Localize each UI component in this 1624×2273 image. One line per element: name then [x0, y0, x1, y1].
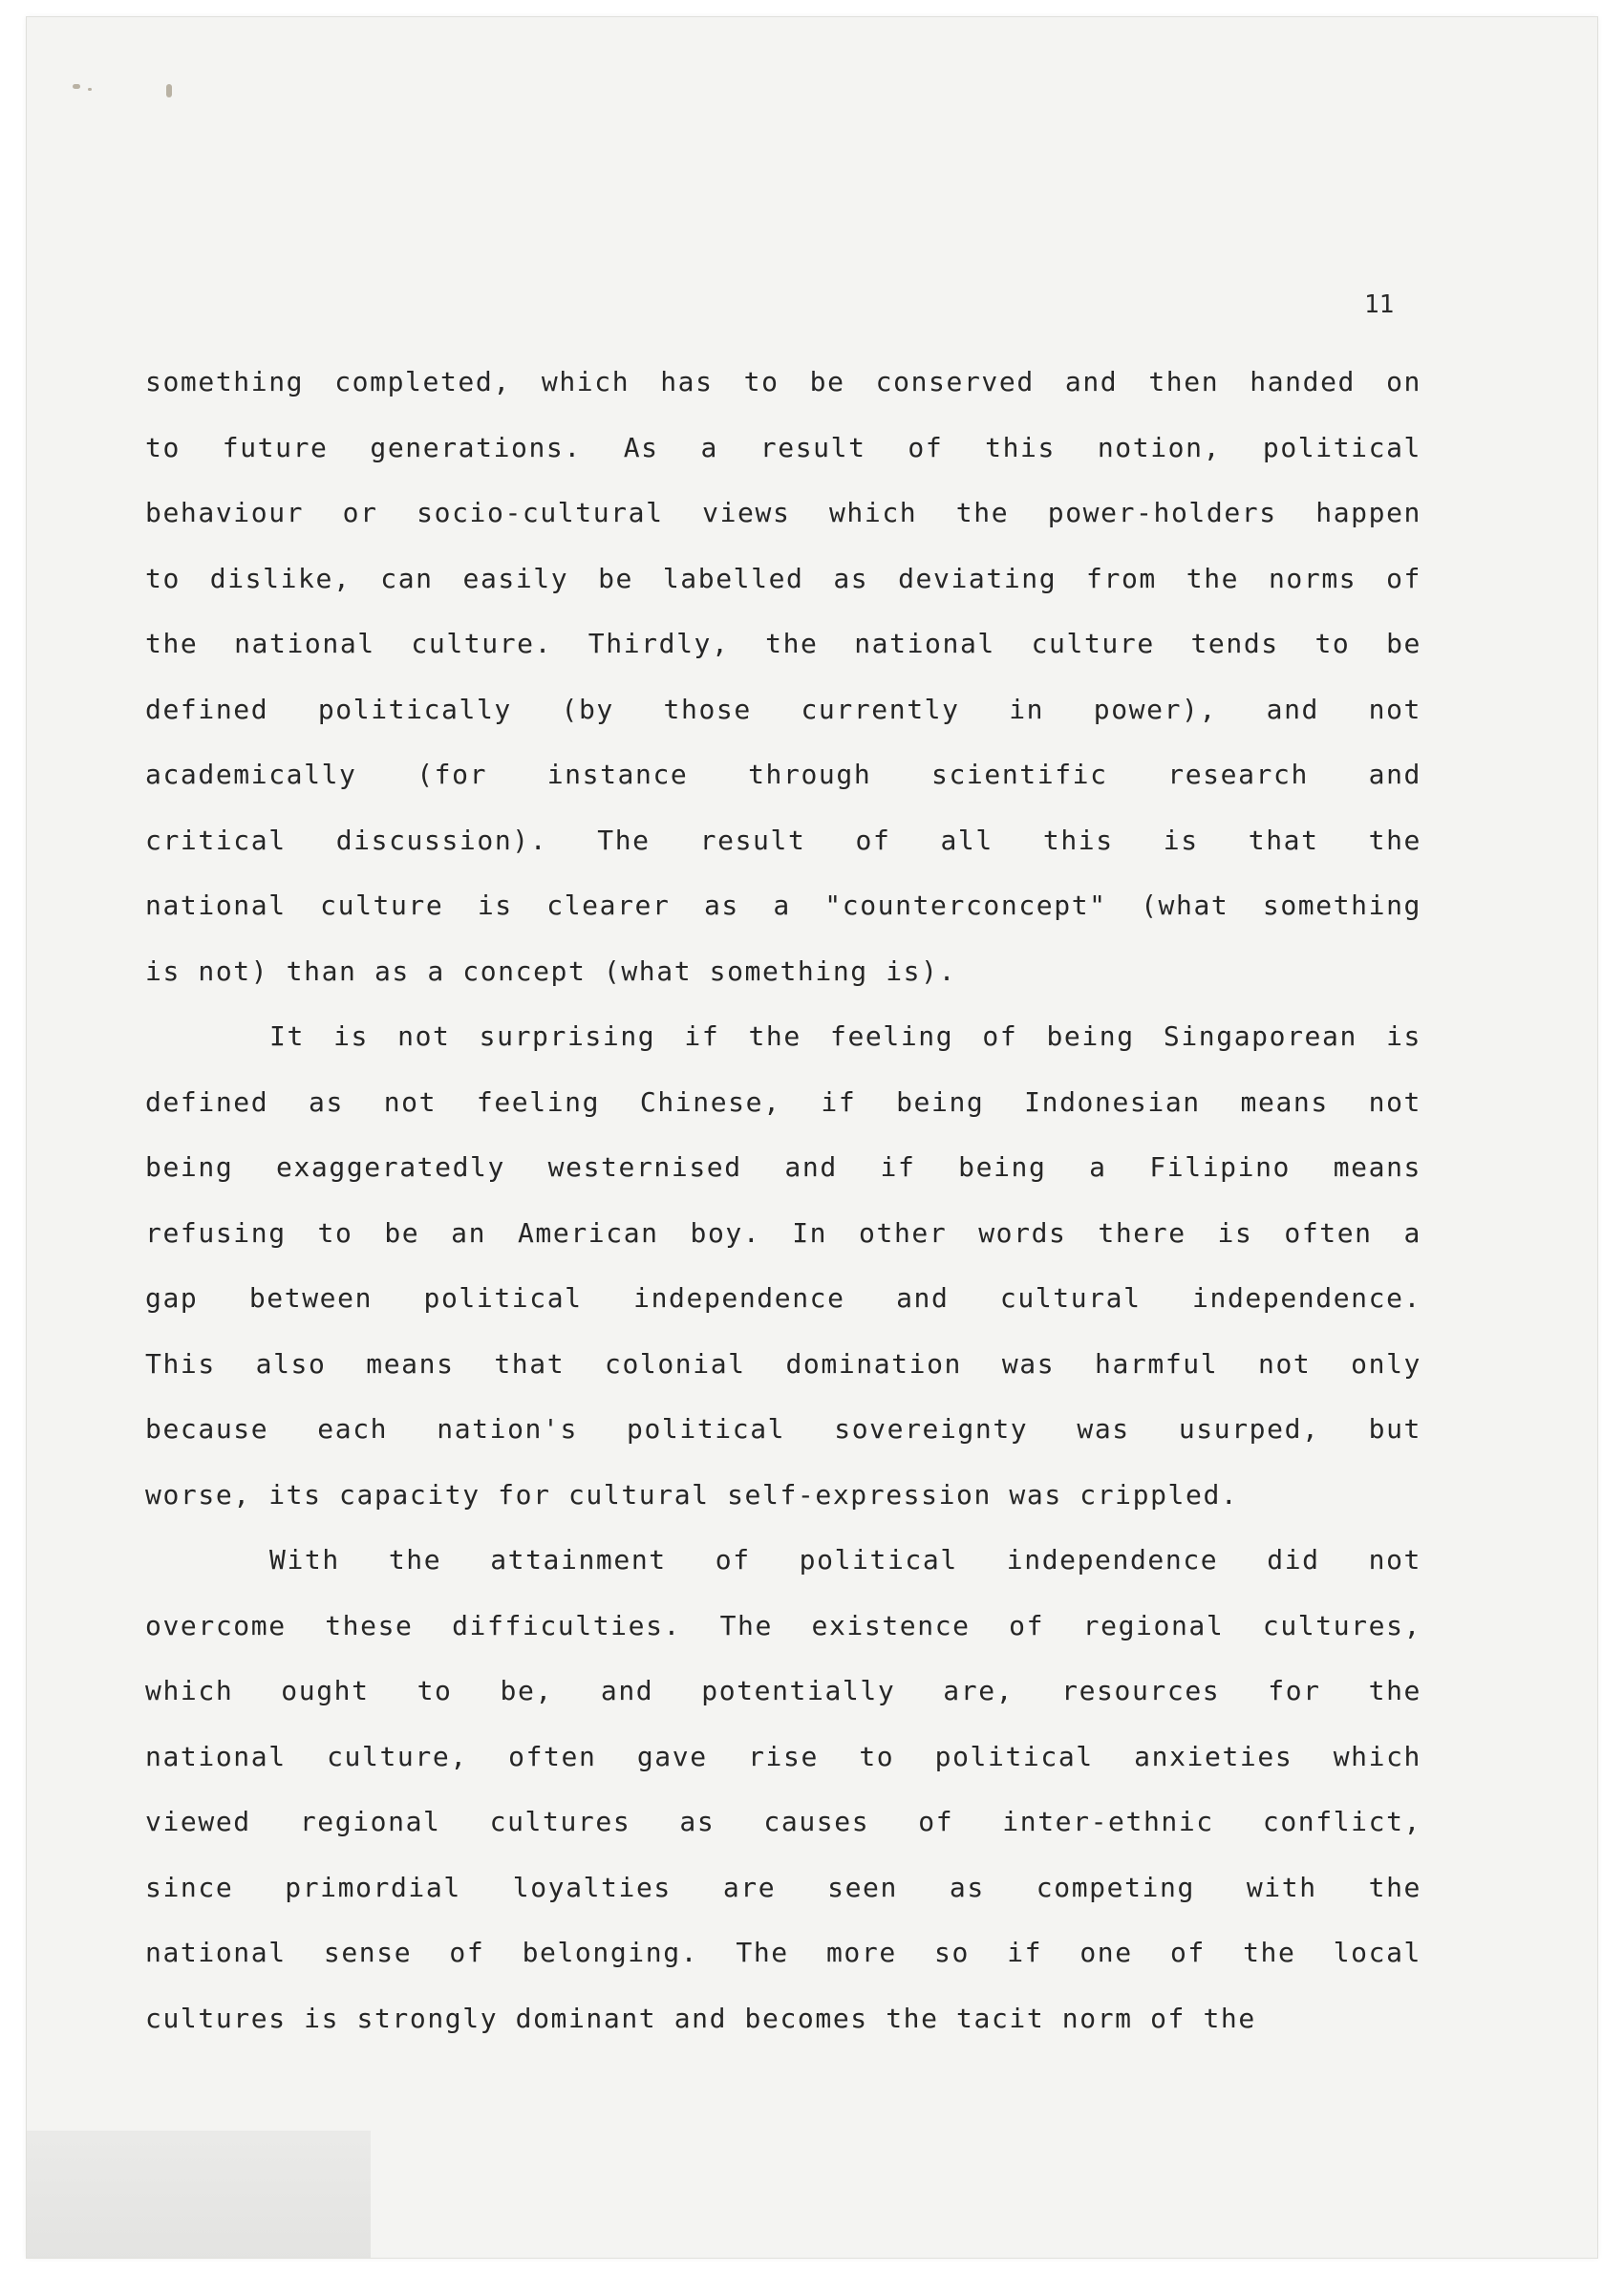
- scan-smudge-mark: [88, 88, 92, 91]
- text-line: national culture, often gave rise to political anxieties which: [145, 1740, 1421, 1772]
- text-line: behaviour or socio-cultural views which the power-holders happen: [145, 497, 1421, 528]
- paragraph: [145, 1004, 1421, 1528]
- scan-smudge-mark: [73, 84, 80, 89]
- text-line: to future generations. As a result of this notion, political: [145, 431, 1421, 463]
- text-line: is not) than as a concept (what something is).: [145, 954, 957, 987]
- text-line: which ought to be, and potentially are, resources for the: [145, 1675, 1421, 1706]
- text-line: gap between political independence and cultural independence.: [145, 1282, 1421, 1314]
- body-text: [145, 350, 1421, 2051]
- text-line: being exaggeratedly westernised and if being a Filipino means: [145, 1151, 1421, 1183]
- paragraph: [145, 350, 1421, 1004]
- text-line: This also means that colonial domination was harmful not only: [145, 1347, 1421, 1380]
- text-line: critical discussion). The result of all this is that the: [145, 824, 1421, 856]
- text-line: With the attainment of political independence did not: [269, 1544, 1421, 1576]
- text-line: because each nation's political sovereignty was usurped, but: [145, 1413, 1421, 1445]
- scan-shadow: [27, 2131, 371, 2258]
- scan-smudge-mark: [166, 84, 172, 97]
- text-line: viewed regional cultures as causes of inter-ethnic conflict,: [145, 1806, 1421, 1837]
- text-line: something completed, which has to be conserved and then handed on: [145, 366, 1421, 397]
- text-line: national culture is clearer as a "counterconcept" (what something: [145, 890, 1421, 921]
- text-line: defined politically (by those currently in power), and not: [145, 693, 1421, 725]
- page-number: 11: [1364, 290, 1395, 319]
- text-line: to dislike, can easily be labelled as deviating from the norms of: [145, 562, 1421, 594]
- text-line: national sense of belonging. The more so if one of the local: [145, 1937, 1421, 1968]
- text-line: since primordial loyalties are seen as competing with the: [145, 1871, 1421, 1903]
- text-line: cultures is strongly dominant and becomes the tacit norm of the: [145, 2002, 1256, 2034]
- text-line: defined as not feeling Chinese, if being Indonesian means not: [145, 1085, 1421, 1118]
- text-line: the national culture. Thirdly, the national culture tends to be: [145, 628, 1421, 659]
- text-line: worse, its capacity for cultural self-expression was crippled.: [145, 1478, 1239, 1511]
- paragraph: [145, 1528, 1421, 2051]
- text-line: overcome these difficulties. The existence of regional cultures,: [145, 1609, 1421, 1641]
- text-line: It is not surprising if the feeling of being Singaporean is: [269, 1020, 1421, 1052]
- text-line: refusing to be an American boy. In other words there is often a: [145, 1216, 1421, 1249]
- text-line: academically (for instance through scientific research and: [145, 759, 1421, 790]
